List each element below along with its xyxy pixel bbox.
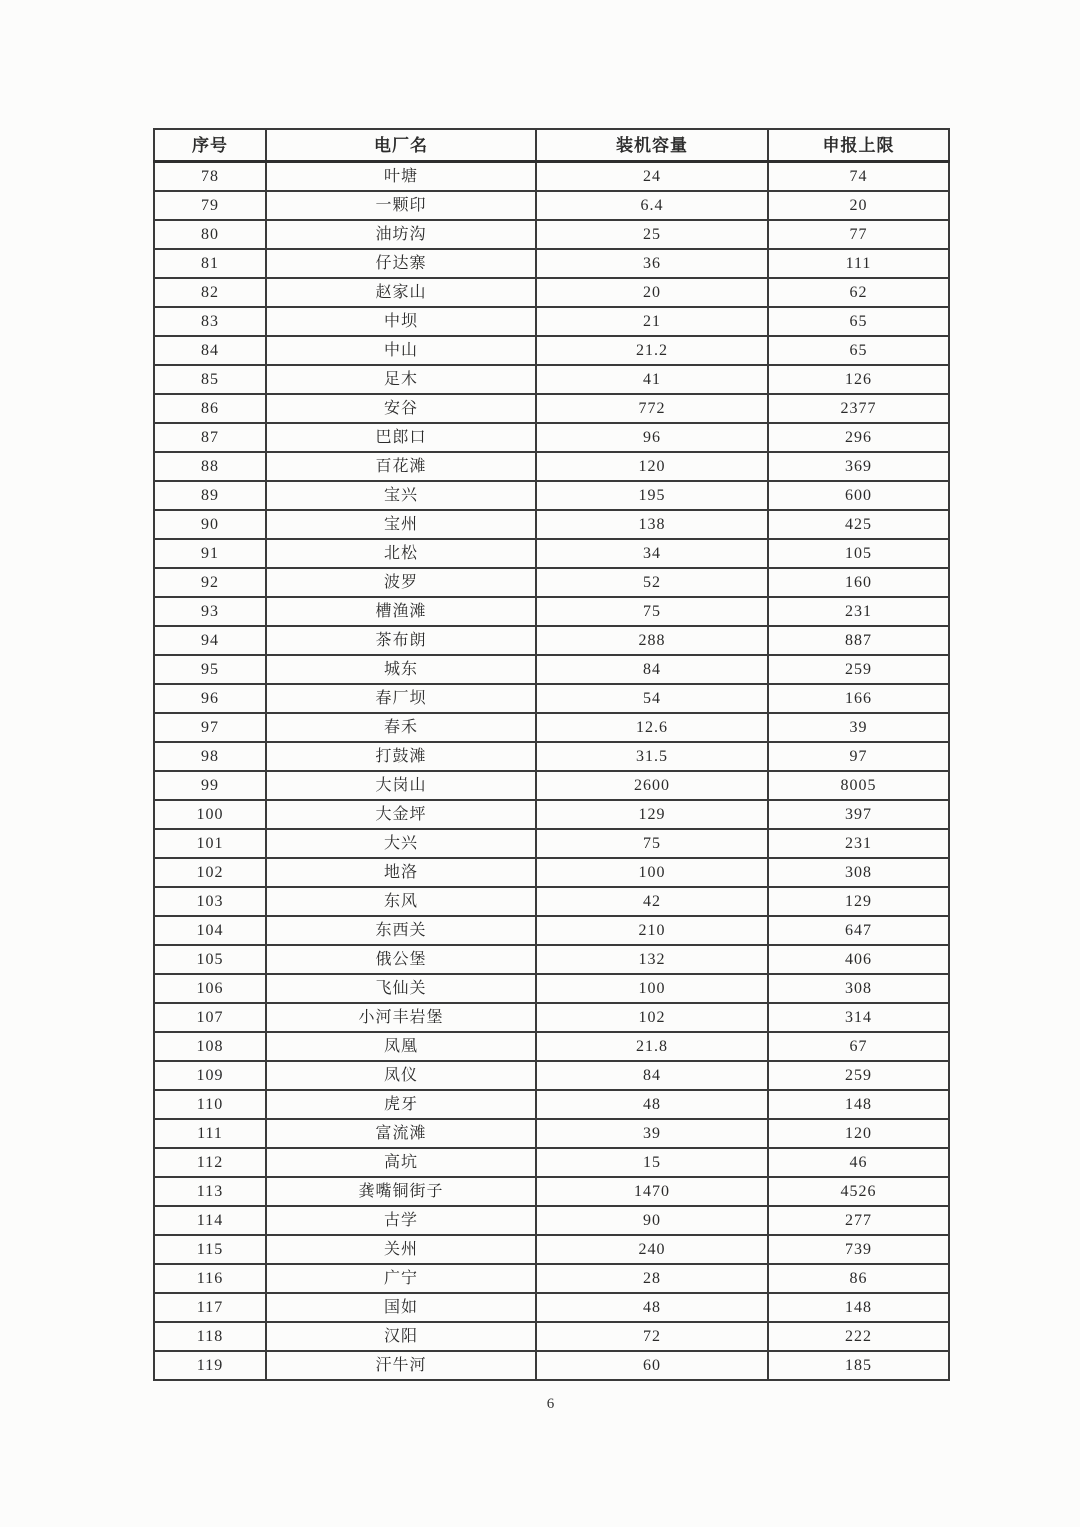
cell-serial: 98 [154, 742, 266, 771]
cell-capacity: 288 [536, 626, 768, 655]
cell-serial: 82 [154, 278, 266, 307]
cell-capacity: 31.5 [536, 742, 768, 771]
cell-capacity: 15 [536, 1148, 768, 1177]
page-number: 6 [546, 1396, 555, 1412]
cell-plant-name: 富流滩 [266, 1119, 536, 1148]
cell-serial: 104 [154, 916, 266, 945]
cell-serial: 113 [154, 1177, 266, 1206]
cell-capacity: 102 [536, 1003, 768, 1032]
cell-capacity: 138 [536, 510, 768, 539]
cell-plant-name: 北松 [266, 539, 536, 568]
cell-serial: 103 [154, 887, 266, 916]
cell-plant-name: 巴郎口 [266, 423, 536, 452]
cell-upper-limit: 308 [768, 858, 949, 887]
cell-plant-name: 百花滩 [266, 452, 536, 481]
table-row [154, 220, 949, 249]
cell-capacity: 132 [536, 945, 768, 974]
cell-capacity: 84 [536, 655, 768, 684]
cell-plant-name: 古学 [266, 1206, 536, 1235]
cell-plant-name: 宝州 [266, 510, 536, 539]
cell-plant-name: 飞仙关 [266, 974, 536, 1003]
table-row [154, 1235, 949, 1264]
table-row [154, 162, 949, 192]
cell-upper-limit: 231 [768, 597, 949, 626]
cell-upper-limit: 2377 [768, 394, 949, 423]
cell-upper-limit: 647 [768, 916, 949, 945]
cell-plant-name: 凤凰 [266, 1032, 536, 1061]
table-row [154, 684, 949, 713]
cell-serial: 96 [154, 684, 266, 713]
table-row [154, 394, 949, 423]
cell-plant-name: 春厂坝 [266, 684, 536, 713]
cell-upper-limit: 160 [768, 568, 949, 597]
cell-plant-name: 东风 [266, 887, 536, 916]
cell-upper-limit: 231 [768, 829, 949, 858]
cell-serial: 109 [154, 1061, 266, 1090]
cell-plant-name: 广宁 [266, 1264, 536, 1293]
cell-capacity: 20 [536, 278, 768, 307]
cell-capacity: 84 [536, 1061, 768, 1090]
table-row [154, 423, 949, 452]
cell-upper-limit: 296 [768, 423, 949, 452]
cell-capacity: 12.6 [536, 713, 768, 742]
cell-serial: 108 [154, 1032, 266, 1061]
cell-capacity: 48 [536, 1090, 768, 1119]
cell-plant-name: 关州 [266, 1235, 536, 1264]
cell-upper-limit: 46 [768, 1148, 949, 1177]
cell-upper-limit: 86 [768, 1264, 949, 1293]
table-row [154, 1322, 949, 1351]
cell-capacity: 25 [536, 220, 768, 249]
cell-plant-name: 打鼓滩 [266, 742, 536, 771]
cell-plant-name: 大兴 [266, 829, 536, 858]
table-row [154, 307, 949, 336]
cell-plant-name: 宝兴 [266, 481, 536, 510]
table-row [154, 916, 949, 945]
table-row [154, 365, 949, 394]
cell-plant-name: 国如 [266, 1293, 536, 1322]
cell-plant-name: 俄公堡 [266, 945, 536, 974]
cell-capacity: 54 [536, 684, 768, 713]
cell-serial: 117 [154, 1293, 266, 1322]
cell-capacity: 52 [536, 568, 768, 597]
cell-capacity: 100 [536, 974, 768, 1003]
table-row [154, 1351, 949, 1380]
cell-upper-limit: 126 [768, 365, 949, 394]
cell-upper-limit: 111 [768, 249, 949, 278]
cell-plant-name: 茶布朗 [266, 626, 536, 655]
cell-plant-name: 一颗印 [266, 191, 536, 220]
table-row [154, 1032, 949, 1061]
table-row [154, 1293, 949, 1322]
cell-serial: 91 [154, 539, 266, 568]
cell-serial: 111 [154, 1119, 266, 1148]
cell-capacity: 21 [536, 307, 768, 336]
cell-upper-limit: 39 [768, 713, 949, 742]
cell-capacity: 75 [536, 597, 768, 626]
cell-upper-limit: 185 [768, 1351, 949, 1380]
cell-serial: 101 [154, 829, 266, 858]
cell-upper-limit: 425 [768, 510, 949, 539]
cell-upper-limit: 406 [768, 945, 949, 974]
cell-plant-name: 仔达寨 [266, 249, 536, 278]
cell-plant-name: 中山 [266, 336, 536, 365]
cell-capacity: 1470 [536, 1177, 768, 1206]
cell-capacity: 195 [536, 481, 768, 510]
cell-serial: 80 [154, 220, 266, 249]
cell-upper-limit: 397 [768, 800, 949, 829]
cell-upper-limit: 4526 [768, 1177, 949, 1206]
cell-capacity: 24 [536, 162, 768, 192]
cell-capacity: 34 [536, 539, 768, 568]
cell-upper-limit: 259 [768, 1061, 949, 1090]
cell-upper-limit: 74 [768, 162, 949, 192]
cell-serial: 99 [154, 771, 266, 800]
cell-capacity: 240 [536, 1235, 768, 1264]
cell-serial: 94 [154, 626, 266, 655]
cell-upper-limit: 739 [768, 1235, 949, 1264]
cell-upper-limit: 259 [768, 655, 949, 684]
table-row [154, 278, 949, 307]
cell-plant-name: 小河丰岩堡 [266, 1003, 536, 1032]
table-row [154, 655, 949, 684]
cell-capacity: 21.2 [536, 336, 768, 365]
table-row [154, 249, 949, 278]
table-row [154, 974, 949, 1003]
table-row [154, 481, 949, 510]
cell-serial: 119 [154, 1351, 266, 1380]
cell-capacity: 39 [536, 1119, 768, 1148]
cell-serial: 84 [154, 336, 266, 365]
plant-table-body [154, 162, 949, 1381]
cell-capacity: 100 [536, 858, 768, 887]
cell-capacity: 72 [536, 1322, 768, 1351]
table-row [154, 510, 949, 539]
cell-plant-name: 虎牙 [266, 1090, 536, 1119]
header-row [154, 129, 949, 162]
cell-upper-limit: 120 [768, 1119, 949, 1148]
cell-serial: 85 [154, 365, 266, 394]
cell-capacity: 210 [536, 916, 768, 945]
cell-upper-limit: 166 [768, 684, 949, 713]
cell-capacity: 60 [536, 1351, 768, 1380]
cell-plant-name: 大岗山 [266, 771, 536, 800]
cell-plant-name: 凤仪 [266, 1061, 536, 1090]
cell-plant-name: 叶塘 [266, 162, 536, 192]
cell-serial: 115 [154, 1235, 266, 1264]
cell-serial: 114 [154, 1206, 266, 1235]
cell-plant-name: 春禾 [266, 713, 536, 742]
table-row [154, 858, 949, 887]
cell-plant-name: 油坊沟 [266, 220, 536, 249]
cell-serial: 78 [154, 162, 266, 192]
cell-upper-limit: 222 [768, 1322, 949, 1351]
cell-serial: 95 [154, 655, 266, 684]
table-row [154, 191, 949, 220]
plant-table-header [154, 129, 949, 162]
cell-serial: 81 [154, 249, 266, 278]
cell-serial: 97 [154, 713, 266, 742]
cell-plant-name: 安谷 [266, 394, 536, 423]
cell-capacity: 2600 [536, 771, 768, 800]
cell-upper-limit: 600 [768, 481, 949, 510]
cell-upper-limit: 67 [768, 1032, 949, 1061]
cell-capacity: 28 [536, 1264, 768, 1293]
cell-serial: 116 [154, 1264, 266, 1293]
cell-serial: 92 [154, 568, 266, 597]
cell-serial: 89 [154, 481, 266, 510]
cell-upper-limit: 8005 [768, 771, 949, 800]
column-header-serial: 序号 [154, 129, 266, 162]
table-row [154, 742, 949, 771]
table-row [154, 1148, 949, 1177]
cell-upper-limit: 148 [768, 1293, 949, 1322]
cell-plant-name: 城东 [266, 655, 536, 684]
table-row [154, 887, 949, 916]
cell-capacity: 772 [536, 394, 768, 423]
cell-serial: 93 [154, 597, 266, 626]
cell-upper-limit: 65 [768, 336, 949, 365]
cell-serial: 88 [154, 452, 266, 481]
table-row [154, 336, 949, 365]
cell-upper-limit: 20 [768, 191, 949, 220]
cell-capacity: 21.8 [536, 1032, 768, 1061]
cell-capacity: 90 [536, 1206, 768, 1235]
table-row [154, 945, 949, 974]
cell-plant-name: 汗牛河 [266, 1351, 536, 1380]
table-row [154, 568, 949, 597]
cell-upper-limit: 308 [768, 974, 949, 1003]
cell-upper-limit: 65 [768, 307, 949, 336]
cell-plant-name: 龚嘴铜街子 [266, 1177, 536, 1206]
table-row [154, 1119, 949, 1148]
cell-capacity: 96 [536, 423, 768, 452]
column-header-upper-limit: 申报上限 [768, 129, 949, 162]
cell-serial: 107 [154, 1003, 266, 1032]
cell-serial: 87 [154, 423, 266, 452]
table-row [154, 452, 949, 481]
table-row [154, 771, 949, 800]
cell-upper-limit: 887 [768, 626, 949, 655]
table-row [154, 800, 949, 829]
table-row [154, 1003, 949, 1032]
cell-plant-name: 足木 [266, 365, 536, 394]
cell-upper-limit: 369 [768, 452, 949, 481]
cell-capacity: 48 [536, 1293, 768, 1322]
cell-upper-limit: 277 [768, 1206, 949, 1235]
table-row [154, 626, 949, 655]
table-row [154, 1090, 949, 1119]
cell-plant-name: 汉阳 [266, 1322, 536, 1351]
cell-upper-limit: 314 [768, 1003, 949, 1032]
table-row [154, 597, 949, 626]
cell-upper-limit: 62 [768, 278, 949, 307]
cell-plant-name: 赵家山 [266, 278, 536, 307]
cell-plant-name: 东西关 [266, 916, 536, 945]
table-row [154, 1206, 949, 1235]
cell-serial: 102 [154, 858, 266, 887]
column-header-capacity: 装机容量 [536, 129, 768, 162]
cell-serial: 112 [154, 1148, 266, 1177]
cell-capacity: 120 [536, 452, 768, 481]
table-row [154, 1177, 949, 1206]
table-row [154, 829, 949, 858]
cell-capacity: 75 [536, 829, 768, 858]
table-row [154, 539, 949, 568]
plant-table [153, 128, 950, 1381]
cell-serial: 110 [154, 1090, 266, 1119]
table-row [154, 1264, 949, 1293]
cell-upper-limit: 148 [768, 1090, 949, 1119]
cell-capacity: 129 [536, 800, 768, 829]
cell-plant-name: 大金坪 [266, 800, 536, 829]
cell-capacity: 36 [536, 249, 768, 278]
cell-serial: 106 [154, 974, 266, 1003]
cell-upper-limit: 77 [768, 220, 949, 249]
cell-capacity: 42 [536, 887, 768, 916]
cell-plant-name: 槽渔滩 [266, 597, 536, 626]
cell-upper-limit: 97 [768, 742, 949, 771]
cell-upper-limit: 105 [768, 539, 949, 568]
column-header-plant-name: 电厂名 [266, 129, 536, 162]
cell-plant-name: 中坝 [266, 307, 536, 336]
cell-plant-name: 地洛 [266, 858, 536, 887]
table-row [154, 713, 949, 742]
cell-plant-name: 高坑 [266, 1148, 536, 1177]
table-row [154, 1061, 949, 1090]
cell-capacity: 6.4 [536, 191, 768, 220]
cell-serial: 100 [154, 800, 266, 829]
cell-serial: 83 [154, 307, 266, 336]
cell-serial: 86 [154, 394, 266, 423]
cell-plant-name: 波罗 [266, 568, 536, 597]
cell-serial: 90 [154, 510, 266, 539]
cell-serial: 118 [154, 1322, 266, 1351]
cell-upper-limit: 129 [768, 887, 949, 916]
cell-serial: 79 [154, 191, 266, 220]
cell-capacity: 41 [536, 365, 768, 394]
cell-serial: 105 [154, 945, 266, 974]
